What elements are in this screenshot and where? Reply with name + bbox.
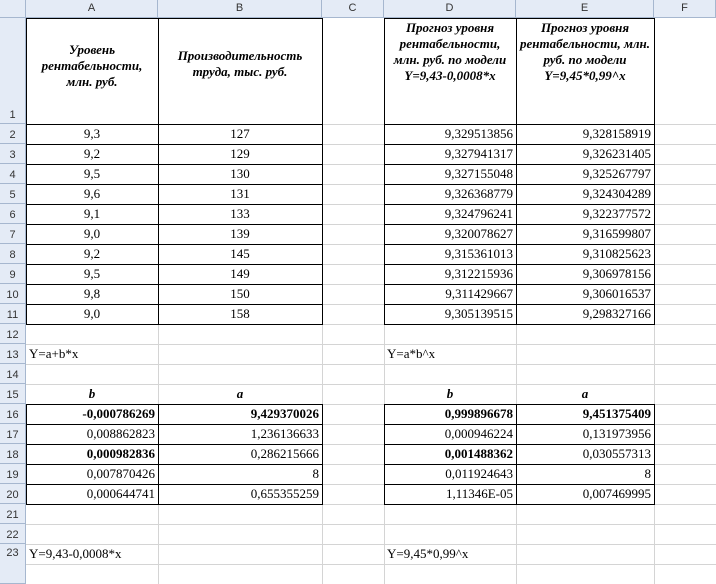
stats-right-b-row20[interactable]: 1,11346E-05 [445,486,513,501]
row-header-8[interactable]: 8 [0,244,26,264]
stats-left-header-a[interactable]: a [236,386,244,401]
row-header-18[interactable]: 18 [0,444,26,464]
row-header-23[interactable]: 23 [0,544,26,584]
select-all-corner[interactable] [0,0,26,18]
row-header-11[interactable]: 11 [0,304,26,324]
cell-d10[interactable]: 9,311429667 [445,286,513,301]
stats-left-a-row19[interactable]: 8 [312,466,319,481]
cell-e8[interactable]: 9,310825623 [582,246,651,261]
cell-d8[interactable]: 9,315361013 [444,246,513,261]
stats-left-b-row16[interactable]: -0,000786269 [82,406,155,421]
stats-left-b-row19[interactable]: 0,007870426 [86,466,155,481]
row-header-20[interactable]: 20 [0,484,26,504]
stats-right-a-row17[interactable]: 0,131973956 [582,426,651,441]
cell-b7[interactable]: 139 [230,226,250,241]
column-header-a[interactable]: A [26,0,158,18]
row-header-5[interactable]: 5 [0,184,26,204]
cell-a4[interactable]: 9,5 [83,166,101,181]
column-header-c[interactable]: C [322,0,384,18]
stats-right-header-b[interactable]: b [446,386,454,401]
row-header-17[interactable]: 17 [0,424,26,444]
header-cell-b1[interactable]: Производительность труда, тыс. руб. [177,48,303,79]
row-header-15[interactable]: 15 [0,384,26,404]
row-header-19[interactable]: 19 [0,464,26,484]
cell-b11[interactable]: 158 [230,306,250,321]
row-header-1[interactable]: 1 [0,18,26,124]
row-header-4[interactable]: 4 [0,164,26,184]
cell-e11[interactable]: 9,298327166 [582,306,651,321]
cell-a5[interactable]: 9,6 [83,186,101,201]
stats-right-a-row18[interactable]: 0,030557313 [582,446,651,461]
stats-right-a-row20[interactable]: 0,007469995 [582,486,651,501]
stats-left-header-b[interactable]: b [88,386,96,401]
cell-a2[interactable]: 9,3 [83,126,101,141]
header-cell-a1[interactable]: Уровень рентабельности, млн. руб. [41,42,143,89]
stats-right-b-row19[interactable]: 0,011924643 [445,466,513,481]
row-header-21[interactable]: 21 [0,504,26,524]
cell-d2[interactable]: 9,329513856 [444,126,513,141]
row-header-14[interactable]: 14 [0,364,26,384]
cell-e4[interactable]: 9,325267797 [582,166,651,181]
row-header-12[interactable]: 12 [0,324,26,344]
row-header-9[interactable]: 9 [0,264,26,284]
row-header-2[interactable]: 2 [0,124,26,144]
cell-d11[interactable]: 9,305139515 [444,306,513,321]
cell-e7[interactable]: 9,316599807 [582,226,651,241]
cell-e5[interactable]: 9,324304289 [582,186,651,201]
stats-left-a-row17[interactable]: 1,236136633 [250,426,319,441]
header-cell-d1[interactable]: Прогноз уровня рентабельности, млн. руб. по модели Y=9,43-0,0008*x [393,20,507,83]
row-header-6[interactable]: 6 [0,204,26,224]
cell-b9[interactable]: 149 [230,266,250,281]
stats-left-a-row18[interactable]: 0,286215666 [250,446,319,461]
column-header-b[interactable]: B [158,0,322,18]
cell-a9[interactable]: 9,5 [83,266,101,281]
column-header-f[interactable]: F [654,0,716,18]
stats-left-b-row18[interactable]: 0,000982836 [86,446,155,461]
column-header-d[interactable]: D [384,0,516,18]
cell-e2[interactable]: 9,328158919 [582,126,651,141]
cell-d7[interactable]: 9,320078627 [444,226,513,241]
cell-e3[interactable]: 9,326231405 [582,146,651,161]
stats-right-a-row19[interactable]: 8 [644,466,651,481]
cell-b4[interactable]: 130 [230,166,250,181]
cell-b2[interactable]: 127 [230,126,250,141]
cell-d3[interactable]: 9,327941317 [444,146,513,161]
stats-right-header-a[interactable]: a [581,386,589,401]
cell-d5[interactable]: 9,326368779 [444,186,513,201]
row-header-7[interactable]: 7 [0,224,26,244]
stats-right-b-row18[interactable]: 0,001488362 [444,446,513,461]
model-label-right[interactable]: Y=a*b^x [387,346,436,361]
cell-b6[interactable]: 133 [230,206,250,221]
result-label-left[interactable]: Y=9,43-0,0008*x [29,546,122,561]
header-cell-e1[interactable]: Прогноз уровня рентабельности, млн. руб. по модели Y=9,45*0,99^x [519,20,651,83]
row-header-10[interactable]: 10 [0,284,26,304]
cell-e6[interactable]: 9,322377572 [582,206,651,221]
stats-left-a-row16[interactable]: 9,429370026 [250,406,319,421]
cell-a3[interactable]: 9,2 [83,146,101,161]
row-header-16[interactable]: 16 [0,404,26,424]
cell-a11[interactable]: 9,0 [83,306,101,321]
cell-d4[interactable]: 9,327155048 [444,166,513,181]
result-label-right[interactable]: Y=9,45*0,99^x [387,546,469,561]
stats-left-a-row20[interactable]: 0,655355259 [250,486,319,501]
cell-d9[interactable]: 9,312215936 [444,266,513,281]
cell-a6[interactable]: 9,1 [83,206,101,221]
cell-e9[interactable]: 9,306978156 [582,266,651,281]
stats-left-b-row20[interactable]: 0,000644741 [86,486,155,501]
cell-a8[interactable]: 9,2 [83,246,101,261]
cell-d6[interactable]: 9,324796241 [444,206,513,221]
cell-b5[interactable]: 131 [230,186,250,201]
cell-a10[interactable]: 9,8 [83,286,101,301]
cell-e10[interactable]: 9,306016537 [582,286,651,301]
row-header-3[interactable]: 3 [0,144,26,164]
column-header-e[interactable]: E [516,0,654,18]
row-header-22[interactable]: 22 [0,524,26,544]
stats-right-b-row16[interactable]: 0,999896678 [444,406,513,421]
cell-b10[interactable]: 150 [230,286,250,301]
cell-a7[interactable]: 9,0 [83,226,101,241]
stats-right-a-row16[interactable]: 9,451375409 [582,406,651,421]
row-header-13[interactable]: 13 [0,344,26,364]
stats-right-b-row17[interactable]: 0,000946224 [444,426,513,441]
model-label-left[interactable]: Y=a+b*x [29,346,79,361]
cell-b3[interactable]: 129 [230,146,250,161]
cell-b8[interactable]: 145 [230,246,250,261]
stats-left-b-row17[interactable]: 0,008862823 [86,426,155,441]
